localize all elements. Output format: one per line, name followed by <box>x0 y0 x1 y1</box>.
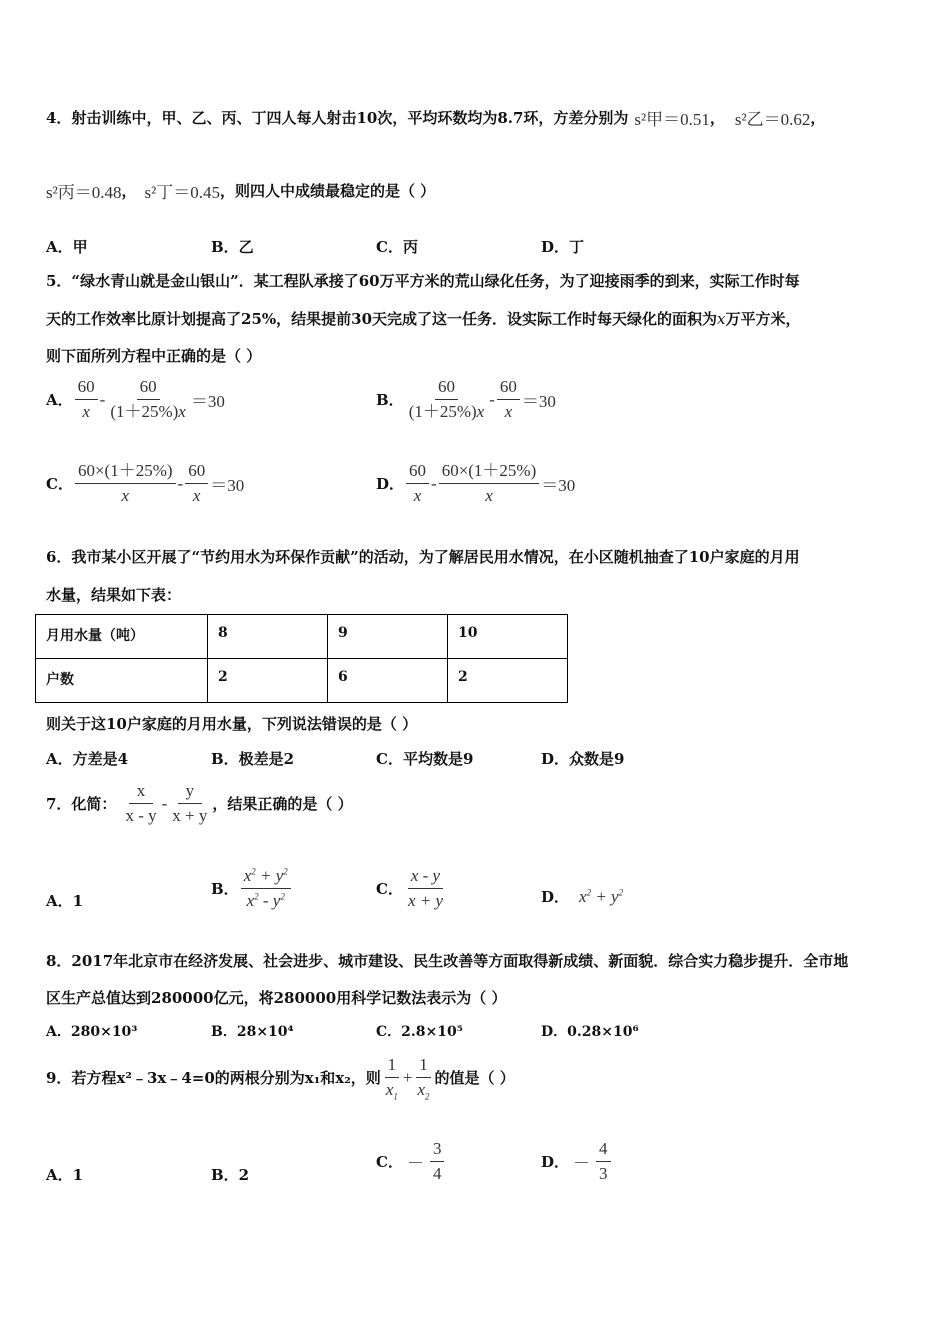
q7-suffix: ，结果正确的是（ ） <box>212 795 353 813</box>
q5-a-frac2: $\frac{60}{(1+25\%)x}$ <box>110 377 186 421</box>
q7-option-c <box>376 866 448 911</box>
q8-option-c: C．2.8×10⁵ <box>376 1024 463 1040</box>
q4-var-bing: s²丙＝0.48 <box>46 183 122 202</box>
q8-option-a: A．280×10³ <box>46 1024 138 1040</box>
q8-option-b: B．28×10⁴ <box>211 1024 294 1040</box>
q7-option-b-label: B． <box>211 880 239 898</box>
q7-option-a: A．1 <box>46 892 84 910</box>
q9-option-a: A．1 <box>46 1166 84 1184</box>
q6-option-c: C．平均数是9 <box>376 750 474 768</box>
table-cell: 8 <box>208 615 328 659</box>
q7-option-d-label: D． <box>541 888 570 906</box>
q5-line2b: 万平方米， <box>725 310 801 328</box>
q4-option-c: C．丙 <box>376 238 418 256</box>
q5-line1: 5．“绿水青山就是金山银山”．某工程队承接了60万平方米的荒山绿化任务，为了迎接雨季的到来，实际工作时每 <box>46 272 800 290</box>
q5-option-d: D． $\frac{60}{x}$ - $\frac{60\times(1+25\%)}{x}$ ＝30 <box>376 461 576 505</box>
q6-line2: 水量，结果如下表： <box>46 586 182 604</box>
table-row <box>36 615 568 659</box>
q5-a-frac1: $\frac{60}{x}$ <box>75 377 98 422</box>
q5-c-frac1: $\frac{60\times(1+25\%)}{x}$ <box>75 461 176 506</box>
q7-option-c-label: C． <box>376 880 403 898</box>
q4-var-ding: s²丁＝0.45 <box>144 183 220 202</box>
q8-line2: 区生产总值达到280000亿元，将280000用科学记数法表示为（ ） <box>46 989 507 1007</box>
q5-option-a-label: A． <box>46 391 73 409</box>
q9-line: 9．若方程x²﹣3x﹣4=0的两根分别为x₁和x₂，则 $\frac{1}{x_1}$ + $\frac{1}{x_2}$ 的值是（ ） <box>46 1055 515 1102</box>
q6-option-d: D．众数是9 <box>541 750 625 768</box>
q5-line3: 则下面所列方程中正确的是（ ） <box>46 347 262 365</box>
table-cell: 2 <box>208 659 328 703</box>
q4-line1: 4．射击训练中，甲、乙、丙、丁四人每人射击10次，平均环数均为8.7环，方差分别为 s²甲＝0.51 ， s²乙＝0.62 ， <box>46 105 825 130</box>
q4-option-d: D．丁 <box>541 238 585 256</box>
q6-line1: 6．我市某小区开展了“节约用水为环保作贡献”的活动，为了解居民用水情况，在小区随机抽查了10户家庭的月用 <box>46 548 800 566</box>
q5-line2 <box>46 308 801 329</box>
q5-d-frac2: $\frac{60\times(1+25\%)}{x}$ <box>439 461 540 506</box>
q4-line2: s²丙＝0.48 ， s²丁＝0.45 ，则四人中成绩最稳定的是（ ） <box>46 178 435 203</box>
q4-stem: 4．射击训练中，甲、乙、丙、丁四人每人射击10次，平均环数均为8.7环，方差分别为 <box>46 109 629 127</box>
q6-option-b: B．极差是2 <box>211 750 295 768</box>
q7-c-frac: $\frac{x - y}{x + y}$ <box>407 866 444 910</box>
q7-line: 7．化简： $\frac{x}{x - y}$ - $\frac{y}{x + y}$ ，结果正确的是（ ） <box>46 781 353 825</box>
q9-option-c: C． － $\frac{3}{4}$ <box>376 1139 446 1184</box>
table-cell: 户数 <box>36 659 208 703</box>
q4-option-a: A．甲 <box>46 238 88 256</box>
q7-option-d: D． $x^2 + y^2$ <box>541 886 624 906</box>
q9-option-d: D． － $\frac{4}{3}$ <box>541 1139 613 1184</box>
table-cell: 月用水量（吨） <box>36 615 208 659</box>
table-row <box>36 659 568 703</box>
q5-option-b-label: B． <box>376 391 404 409</box>
q8-line1: 8．2017年北京市在经济发展、社会进步、城市建设、民生改善等方面取得新成绩、新面貌．综合实力稳步提升．全市地 <box>46 952 849 970</box>
q9-frac1: $\frac{1}{x_1}$ <box>385 1055 398 1102</box>
q9-prefix: 9．若方程x²﹣3x﹣4=0的两根分别为x₁和x₂，则 <box>46 1069 381 1087</box>
q5-option-d-label: D． <box>376 475 405 493</box>
q9-option-b: B．2 <box>211 1166 250 1184</box>
q5-option-a: A． $\frac{60}{x}$ - $\frac{60}{(1+25\%)x}$ ＝30 <box>46 377 225 421</box>
water-usage-table <box>35 614 568 703</box>
q4-tail: ，则四人中成绩最稳定的是（ ） <box>219 182 436 200</box>
q5-option-b: B． $\frac{60}{(1+25\%)x}$ - $\frac{60}{x}$ ＝30 <box>376 377 556 421</box>
table-cell: 10 <box>448 615 568 659</box>
q7-b-frac: $\frac{x^2 + y^2}{x^2 - y^2}$ <box>241 866 291 911</box>
q7-frac2: $\frac{y}{x + y}$ <box>172 781 208 825</box>
q4-var-yi: s²乙＝0.62 <box>734 110 811 129</box>
q7-option-b <box>211 866 293 911</box>
q5-b-frac2: $\frac{60}{x}$ <box>497 377 520 422</box>
q5-option-c: C． $\frac{60\times(1+25\%)}{x}$ - $\frac{60}{x}$ ＝30 <box>46 461 245 505</box>
q4-var-jia: s²甲＝0.51 <box>634 110 710 129</box>
q9-frac2: $\frac{1}{x_2}$ <box>417 1055 430 1102</box>
q5-d-frac1: $\frac{60}{x}$ <box>406 461 429 506</box>
q6-option-a: A．方差是4 <box>46 750 129 768</box>
q5-line2-var: x <box>717 310 726 328</box>
q4-option-b: B．乙 <box>211 238 254 256</box>
q5-line2a: 天的工作效率比原计划提高了25%，结果提前30天完成了这一任务．设实际工作时每天绿化的面积为 <box>46 310 718 328</box>
q9-suffix: 的值是（ ） <box>434 1069 515 1087</box>
q7-prefix: 7．化简： <box>46 795 117 813</box>
q5-option-c-label: C． <box>46 475 73 493</box>
q8-option-d: D．0.28×10⁶ <box>541 1024 639 1040</box>
q7-frac1: $\frac{x}{x - y}$ <box>125 781 157 825</box>
q6-question: 则关于这10户家庭的月用水量，下列说法错误的是（ ） <box>46 715 418 733</box>
table-cell: 2 <box>448 659 568 703</box>
table-cell: 9 <box>328 615 448 659</box>
q5-c-frac2: $\frac{60}{x}$ <box>185 461 208 506</box>
q5-b-frac1: $\frac{60}{(1+25\%)x}$ <box>408 377 485 421</box>
table-cell: 6 <box>328 659 448 703</box>
